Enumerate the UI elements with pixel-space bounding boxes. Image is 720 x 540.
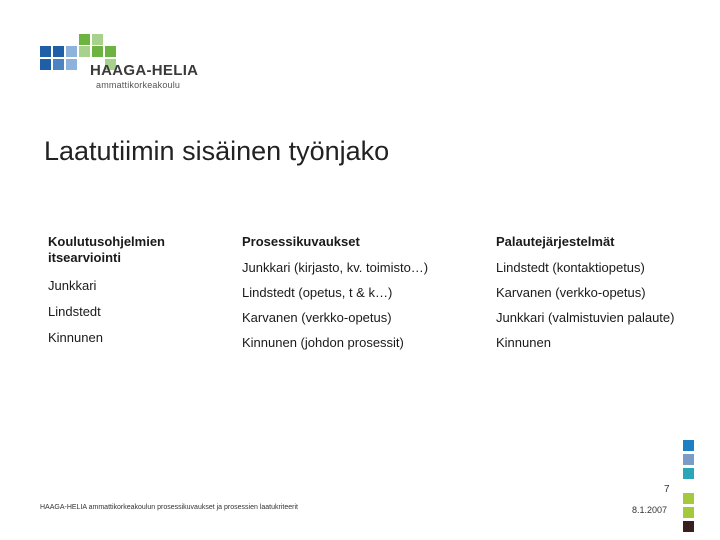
square-icon bbox=[683, 440, 694, 451]
logo-square-icon bbox=[40, 46, 51, 57]
logo-square-icon bbox=[92, 34, 103, 45]
list-item: Kinnunen bbox=[496, 335, 551, 350]
square-icon bbox=[683, 454, 694, 465]
list-item: Lindstedt (kontaktiopetus) bbox=[496, 260, 645, 275]
footer-caption: HAAGA-HELIA ammattikorkeakoulun prosessikuvaukset ja prosessien laatukriteerit bbox=[40, 504, 298, 511]
logo-subtitle: ammattikorkeakoulu bbox=[96, 80, 181, 90]
logo-square-icon bbox=[53, 59, 64, 70]
logo-square-icon bbox=[53, 46, 64, 57]
logo-square-icon bbox=[105, 46, 116, 57]
square-icon bbox=[683, 493, 694, 504]
logo-square-icon bbox=[66, 46, 77, 57]
column-process-descriptions bbox=[242, 234, 472, 360]
list-item: Kinnunen bbox=[48, 330, 103, 345]
square-icon bbox=[683, 468, 694, 479]
logo-wordmark: HAAGA-HELIA bbox=[90, 62, 199, 79]
list-item: Junkkari bbox=[48, 278, 97, 293]
column-heading: Prosessikuvaukset bbox=[242, 234, 360, 249]
column-feedback-systems bbox=[496, 234, 696, 360]
list-item: Karvanen (verkko-opetus) bbox=[496, 285, 646, 300]
footer-date: 8.1.2007 bbox=[632, 505, 668, 515]
column-heading: Koulutusohjelmien itsearviointi bbox=[48, 234, 165, 265]
square-icon bbox=[683, 521, 694, 532]
list-item: Junkkari (kirjasto, kv. toimisto…) bbox=[242, 260, 429, 275]
list-item: Lindstedt bbox=[48, 304, 101, 319]
column-heading: Palautejärjestelmät bbox=[496, 234, 615, 249]
logo-square-icon bbox=[79, 34, 90, 45]
list-item: Junkkari (valmistuvien palaute) bbox=[496, 310, 675, 325]
slide-title: Laatutiimin sisäinen työnjako bbox=[44, 136, 390, 166]
logo-square-icon bbox=[66, 59, 77, 70]
list-item: Karvanen (verkko-opetus) bbox=[242, 310, 392, 325]
decorative-squares bbox=[683, 440, 694, 535]
list-item: Kinnunen (johdon prosessit) bbox=[242, 335, 404, 350]
logo-square-icon bbox=[79, 46, 90, 57]
logo-square-icon bbox=[40, 59, 51, 70]
page-number: 7 bbox=[664, 484, 670, 495]
column-self-assessment bbox=[48, 234, 198, 356]
logo-square-icon bbox=[92, 46, 103, 57]
list-item: Lindstedt (opetus, t & k…) bbox=[242, 285, 393, 300]
square-icon bbox=[683, 507, 694, 518]
